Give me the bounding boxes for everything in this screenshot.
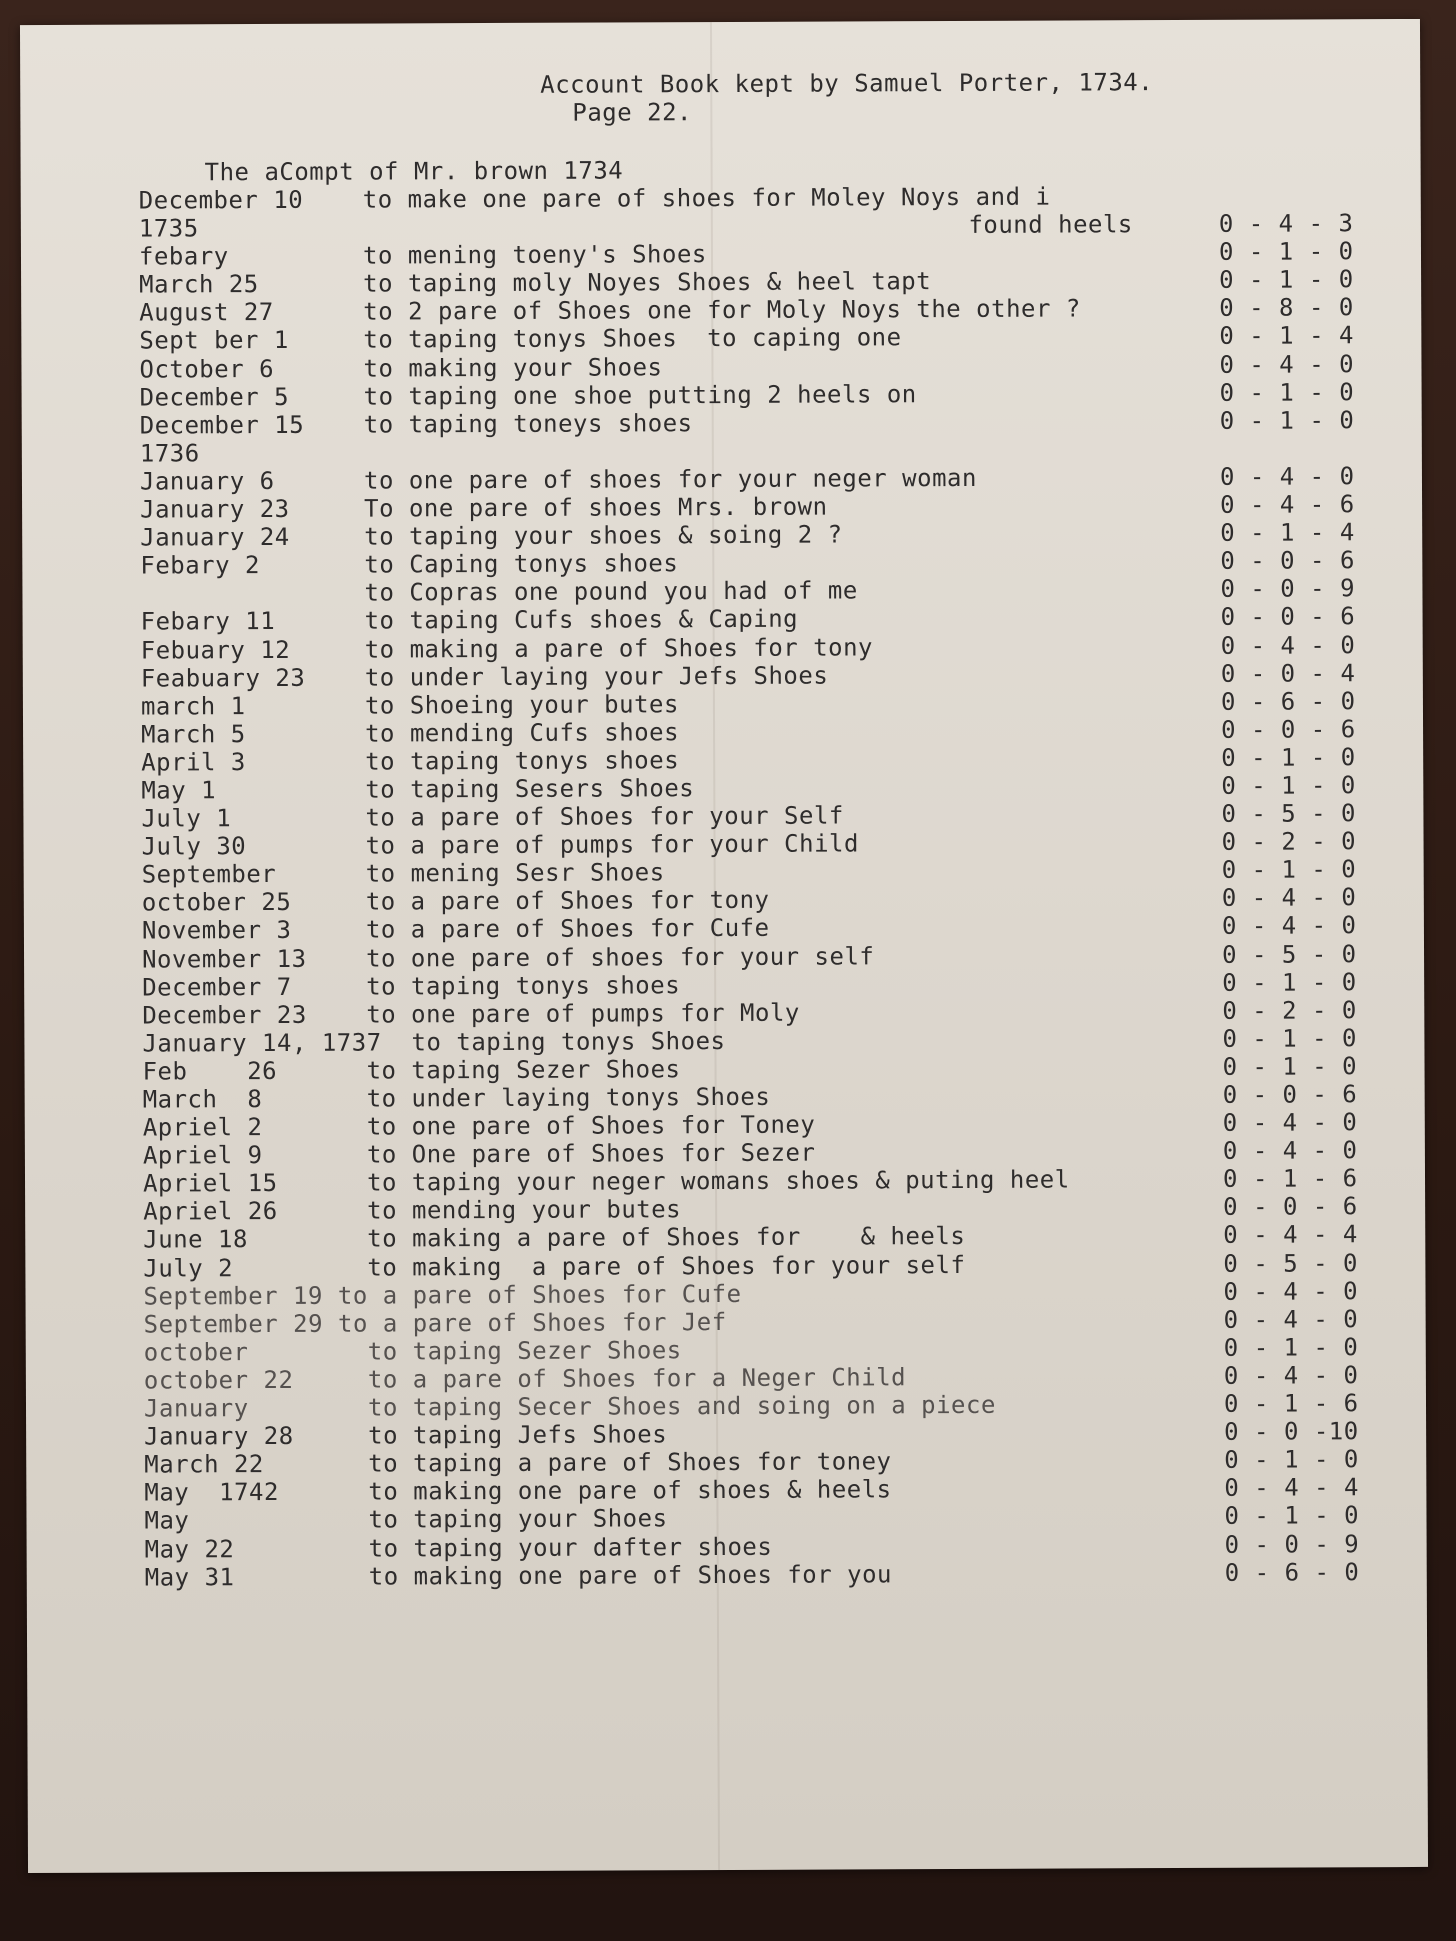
entry-amount: 0 - 0 - 9	[1220, 574, 1356, 604]
entry-amount: 0 - 1 - 0	[1222, 1024, 1358, 1053]
entry-description: to taping Secer Shoes and soing on a piece	[367, 1390, 996, 1422]
entry-description: to taping your shoes & soing 2 ?	[364, 520, 843, 551]
entry-amount: 0 - 1 - 4	[1220, 518, 1355, 547]
entry-date: March 22	[144, 1450, 264, 1479]
entry-date: July 30	[141, 832, 247, 861]
entry-amount: 0 - 1 - 4	[1219, 321, 1354, 351]
entry-date: May 1	[141, 776, 217, 805]
entry-date: December 15	[139, 410, 305, 440]
entry-description: to taping Cufs shoes & Caping	[364, 605, 799, 635]
entry-description: to make one pare of shoes for Moley Noys and i	[362, 182, 1051, 214]
entry-amount: 0 - 5 - 0	[1221, 799, 1357, 828]
entry-description: to taping your dafter shoes	[368, 1532, 773, 1563]
entry-amount: 0 - 0 - 9	[1224, 1529, 1360, 1559]
entry-description: to taping tonys shoes	[366, 970, 681, 1001]
entry-date: January	[143, 1394, 249, 1423]
entry-date: November 13	[141, 944, 307, 974]
entry-amount: 0 - 5 - 0	[1221, 939, 1357, 969]
entry-date: March 5	[141, 719, 246, 749]
entry-description: to 2 pare of Shoes one for Moly Noys the other ?	[363, 294, 1081, 326]
entry-date: September	[141, 860, 277, 889]
entry-description: to making a pare of Shoes for your self	[367, 1250, 966, 1282]
entry-date: Febary 2	[140, 551, 260, 580]
entry-date: July 1	[141, 804, 232, 833]
entry-date: October 6	[139, 354, 275, 384]
entry-amount: 0 - 4 - 0	[1221, 911, 1357, 941]
ledger-entries	[139, 181, 1405, 1591]
entry-description: to mening toeny's Shoes	[362, 240, 707, 270]
entry-amount: 0 - 1 - 0	[1218, 237, 1354, 267]
entry-description: to a pare of pumps for your Child	[365, 829, 859, 860]
typed-page	[20, 19, 1428, 1873]
entry-amount: 0 - 4 - 4	[1223, 1220, 1358, 1250]
entry-description: to taping a pare of Shoes for toney	[368, 1447, 892, 1478]
entry-amount: 0 - 0 - 6	[1223, 1192, 1358, 1222]
entry-description: to making your Shoes	[363, 352, 663, 383]
document-title: Account Book kept by Samuel Porter, 1734.	[540, 68, 1154, 99]
entry-date: December 5	[139, 382, 290, 412]
entry-description: to taping tonys Shoes to caping one	[363, 323, 902, 355]
entry-amount: 0 - 1 - 0	[1222, 967, 1357, 997]
entry-amount: 0 - 1 - 0	[1222, 1052, 1358, 1081]
entry-amount: 0 - 1 - 0	[1224, 1501, 1360, 1531]
entry-description: To one pare of shoes Mrs. brown	[364, 492, 828, 523]
entry-description: to taping toneys shoes	[363, 408, 693, 439]
entry-amount: 0 - 2 - 0	[1221, 827, 1357, 856]
entry-date: Feb 26	[142, 1056, 278, 1086]
entry-date: Febuary 12	[140, 635, 291, 665]
entry-description: September 19 to a pare of Shoes for Cufe	[143, 1279, 742, 1311]
entry-amount: 0 - 1 - 6	[1223, 1389, 1359, 1418]
entry-date: July 2	[143, 1253, 234, 1283]
entry-description: to taping your Shoes	[368, 1504, 668, 1534]
entry-amount: 0 - 0 - 6	[1220, 602, 1356, 632]
entry-amount: 0 - 4 - 0	[1221, 883, 1357, 913]
entry-date: January 24	[140, 523, 290, 552]
entry-date: May 31	[144, 1562, 235, 1592]
entry-description: to a pare of Shoes for your Self	[365, 801, 844, 832]
entry-description: to a pare of Shoes for Cufe	[365, 914, 770, 944]
entry-date: May 1742	[144, 1478, 279, 1507]
entry-amount: 0 - 4 - 4	[1224, 1473, 1359, 1503]
entry-amount: 0 - 1 - 0	[1219, 377, 1355, 407]
entry-amount: 0 - 8 - 0	[1219, 293, 1354, 323]
entry-date: Apriel 2	[142, 1113, 263, 1142]
account-heading: The aCompt of Mr. brown 1734	[204, 156, 624, 187]
entry-date: Apriel 15	[142, 1169, 278, 1198]
entry-amount: 0 - 1 - 0	[1221, 855, 1357, 885]
entry-description: to taping tonys shoes	[365, 746, 680, 776]
entry-description: to Shoeing your butes	[364, 689, 679, 720]
entry-description: to one pare of shoes for your neger woman	[363, 463, 977, 495]
entry-amount: 0 - 0 - 6	[1220, 715, 1356, 744]
entry-amount: 0 - 4 - 0	[1223, 1304, 1359, 1334]
entry-date: 1735	[138, 214, 199, 243]
entry-date: November 3	[141, 916, 292, 945]
entry-date: January 23	[140, 494, 290, 524]
entry-amount: 0 - 4 - 0	[1223, 1276, 1359, 1306]
entry-description: to making one pare of Shoes for you	[368, 1559, 893, 1591]
entry-amount: 0 - 4 - 0	[1219, 462, 1355, 491]
entry-description: to One pare of Shoes for Sezer	[366, 1138, 816, 1169]
entry-date: october	[143, 1337, 249, 1367]
entry-amount: 0 - 2 - 0	[1222, 995, 1357, 1025]
entry-amount: 0 - 1 - 0	[1221, 771, 1356, 800]
entry-amount: 0 - 0 - 4	[1220, 658, 1356, 688]
entry-description: to mending your butes	[367, 1195, 682, 1225]
entry-amount: 0 - 1 - 0	[1221, 743, 1356, 772]
entry-amount: 0 - 1 - 0	[1224, 1445, 1359, 1475]
entry-date: 1736	[139, 439, 200, 468]
entry-date: May 22	[144, 1534, 235, 1564]
entry-description: to mening Sesr Shoes	[365, 858, 665, 888]
entry-description: to taping Sezer Shoes	[367, 1336, 682, 1366]
entry-date: March 25	[139, 270, 259, 299]
entry-date: March 8	[142, 1085, 263, 1114]
entry-amount: 0 - 1 - 0	[1223, 1333, 1359, 1362]
entry-date: october 25	[141, 888, 292, 917]
entry-description: to under laying your Jefs Shoes	[364, 661, 829, 692]
entry-date: febary	[138, 242, 229, 271]
entry-amount: 0 - 4 - 3	[1218, 209, 1354, 238]
entry-date: Sept ber 1	[139, 326, 289, 356]
entry-description: to taping Sesers Shoes	[365, 774, 695, 804]
entry-description: found heels	[968, 210, 1133, 240]
entry-description: to a pare of Shoes for a Neger Child	[367, 1363, 907, 1394]
entry-amount: 0 - 1 - 0	[1219, 265, 1354, 295]
entry-description: to making one pare of shoes & heels	[368, 1475, 892, 1506]
entry-amount: 0 - 4 - 0	[1219, 349, 1355, 379]
entry-description: September 29 to a pare of Shoes for Jef	[143, 1307, 727, 1339]
entry-description: to one pare of shoes for your self	[365, 941, 875, 973]
entry-description: to one pare of Shoes for Toney	[366, 1110, 816, 1141]
entry-amount: 0 - 0 - 6	[1220, 546, 1355, 576]
entry-amount: 0 - 4 - 0	[1220, 630, 1356, 660]
page-number: Page 22.	[572, 98, 693, 127]
entry-date: Febary 11	[140, 607, 276, 636]
entry-description: January 14, 1737 to taping tonys Shoes	[142, 1026, 726, 1058]
entry-description: to Caping tonys shoes	[364, 549, 679, 579]
entry-description: to one pare of pumps for Moly	[366, 998, 800, 1029]
entry-amount: 0 - 5 - 0	[1223, 1248, 1358, 1278]
entry-description: to mending Cufs shoes	[365, 717, 680, 748]
entry-amount: 0 - 4 - 6	[1220, 490, 1355, 519]
entry-date: June 18	[143, 1225, 248, 1255]
entry-description: to taping Sezer Shoes	[366, 1055, 681, 1085]
entry-date: August 27	[139, 298, 274, 327]
entry-date: April 3	[141, 747, 246, 777]
entry-description: to taping your neger womans shoes & puting heel	[366, 1165, 1070, 1197]
entry-date: march 1	[140, 691, 246, 721]
entry-amount: 0 - 1 - 6	[1222, 1164, 1358, 1194]
entry-amount: 0 - 6 - 0	[1220, 686, 1356, 716]
entry-amount: 0 - 0 -10	[1224, 1417, 1359, 1446]
entry-amount: 0 - 1 - 0	[1219, 405, 1355, 435]
entry-description: to Copras one pound you had of me	[364, 576, 858, 607]
entry-description: to taping moly Noyes Shoes & heel tapt	[363, 267, 932, 298]
entry-description: to under laying tonys Shoes	[366, 1082, 771, 1113]
entry-date: January 6	[139, 466, 275, 496]
entry-date: May	[144, 1506, 190, 1535]
entry-description: to taping one shoe putting 2 heels on	[363, 379, 917, 411]
entry-date: Apriel 9	[142, 1141, 263, 1170]
entry-description: to making a pare of Shoes for tony	[364, 632, 874, 664]
entry-date: January 28	[144, 1422, 294, 1451]
entry-amount: 0 - 6 - 0	[1224, 1557, 1360, 1587]
entry-description: to taping Jefs Shoes	[368, 1420, 668, 1450]
ledger-row	[145, 1558, 1405, 1592]
entry-description: to a pare of Shoes for tony	[365, 886, 770, 916]
entry-date: December 23	[142, 1000, 307, 1030]
entry-date: December 7	[142, 972, 292, 1002]
entry-amount: 0 - 0 - 6	[1222, 1080, 1358, 1109]
entry-date: Feabuary 23	[140, 663, 306, 693]
entry-description: to making a pare of Shoes for & heels	[367, 1222, 966, 1254]
entry-date: october 22	[143, 1365, 294, 1395]
entry-amount: 0 - 4 - 0	[1222, 1108, 1358, 1137]
entry-date: Apriel 26	[143, 1197, 278, 1226]
entry-amount: 0 - 4 - 0	[1222, 1136, 1358, 1166]
entry-date: December 10	[138, 185, 304, 215]
entry-amount: 0 - 4 - 0	[1223, 1361, 1359, 1390]
